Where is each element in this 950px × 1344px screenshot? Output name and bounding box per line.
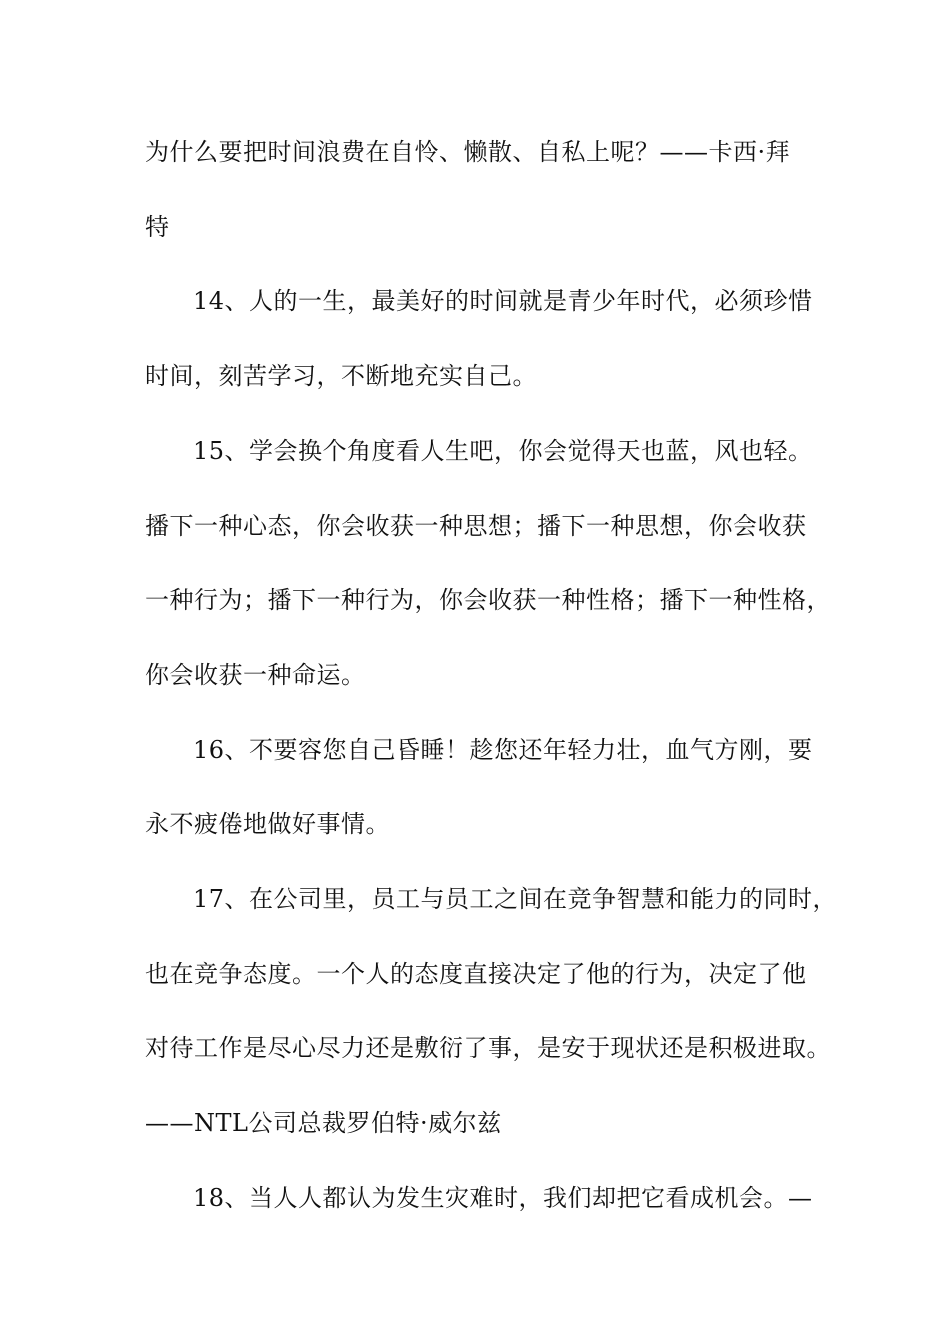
text-line: 你会收获一种命运。 bbox=[145, 661, 366, 689]
text-line: 对待工作是尽心尽力还是敷衍了事，是安于现状还是积极进取。 bbox=[145, 1034, 831, 1062]
text-line: 也在竞争态度。一个人的态度直接决定了他的行为，决定了他 bbox=[145, 960, 807, 988]
paragraph-14-start: 14、人的一生，最美好的时间就是青少年时代，必须珍惜 bbox=[193, 287, 813, 315]
paragraph-15-start: 15、学会换个角度看人生吧，你会觉得天也蓝，风也轻。 bbox=[193, 437, 813, 465]
paragraph-18-start: 18、当人人都认为发生灾难时，我们却把它看成机会。— bbox=[193, 1184, 813, 1212]
paragraph-16-start: 16、不要容您自己昏睡！趁您还年轻力壮，血气方刚，要 bbox=[193, 736, 813, 764]
paragraph-17-start: 17、在公司里，员工与员工之间在竞争智慧和能力的同时， bbox=[193, 885, 838, 913]
attribution-line: ——NTL公司总裁罗伯特·威尔兹 bbox=[145, 1109, 502, 1137]
text-line: 永不疲倦地做好事情。 bbox=[145, 810, 390, 838]
text-line: 时间，刻苦学习，不断地充实自己。 bbox=[145, 362, 537, 390]
text-line: 一种行为；播下一种行为，你会收获一种性格；播下一种性格， bbox=[145, 586, 831, 614]
text-line: 播下一种心态，你会收获一种思想；播下一种思想，你会收获 bbox=[145, 512, 807, 540]
text-line: 为什么要把时间浪费在自怜、懒散、自私上呢？——卡西·拜 bbox=[145, 138, 791, 166]
text-line: 特 bbox=[145, 213, 170, 241]
